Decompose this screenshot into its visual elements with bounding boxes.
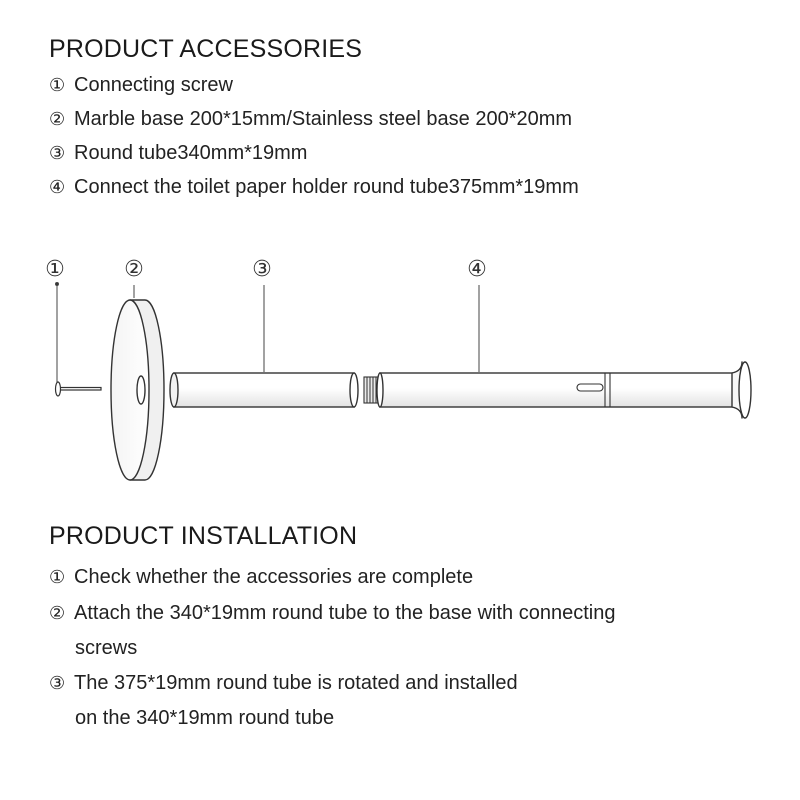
end-cap bbox=[739, 362, 751, 418]
callout-3: ③ bbox=[252, 257, 272, 282]
step-text-continued: on the 340*19mm round tube bbox=[75, 707, 335, 729]
installation-list bbox=[49, 560, 615, 736]
step-text: Attach the 340*19mm round tube to the base with connecting bbox=[74, 601, 616, 624]
installation-step-3 bbox=[49, 666, 615, 736]
item-text: Connecting screw bbox=[74, 74, 233, 96]
base-disc bbox=[111, 300, 164, 480]
callout-2: ② bbox=[124, 257, 144, 282]
installation-step-2 bbox=[49, 596, 615, 666]
item-number: ④ bbox=[49, 177, 66, 198]
step-number: ③ bbox=[49, 672, 66, 694]
accessory-item-base bbox=[49, 102, 579, 136]
callout-1: ① bbox=[45, 257, 65, 282]
accessories-list bbox=[49, 68, 579, 204]
item-number: ① bbox=[49, 75, 66, 96]
accessory-item-tube-375 bbox=[49, 170, 579, 204]
step-text-continued: screws bbox=[75, 637, 138, 659]
step-number: ② bbox=[49, 602, 66, 624]
item-text: Connect the toilet paper holder round tube375mm*19mm bbox=[74, 176, 579, 198]
step-number: ① bbox=[49, 567, 66, 588]
screw-icon bbox=[56, 382, 102, 396]
tube-slot bbox=[577, 384, 603, 391]
accessories-heading: PRODUCT ACCESSORIES bbox=[49, 35, 363, 63]
step-text: Check whether the accessories are complete bbox=[74, 566, 474, 588]
leader-dot-1 bbox=[56, 283, 59, 286]
accessory-item-tube-340 bbox=[49, 136, 579, 170]
exploded-parts-diagram bbox=[0, 240, 800, 500]
round-tube-375 bbox=[364, 362, 751, 418]
item-number: ② bbox=[49, 109, 66, 130]
item-number: ③ bbox=[49, 143, 66, 164]
item-text: Round tube340mm*19mm bbox=[74, 142, 308, 164]
step-text: The 375*19mm round tube is rotated and installed bbox=[74, 671, 518, 694]
accessory-item-screw bbox=[49, 68, 579, 102]
installation-step-1 bbox=[49, 560, 615, 596]
item-text: Marble base 200*15mm/Stainless steel base 200*20mm bbox=[74, 108, 573, 130]
installation-heading: PRODUCT INSTALLATION bbox=[49, 522, 358, 550]
round-tube-340 bbox=[170, 373, 358, 407]
callout-4: ④ bbox=[467, 257, 487, 282]
